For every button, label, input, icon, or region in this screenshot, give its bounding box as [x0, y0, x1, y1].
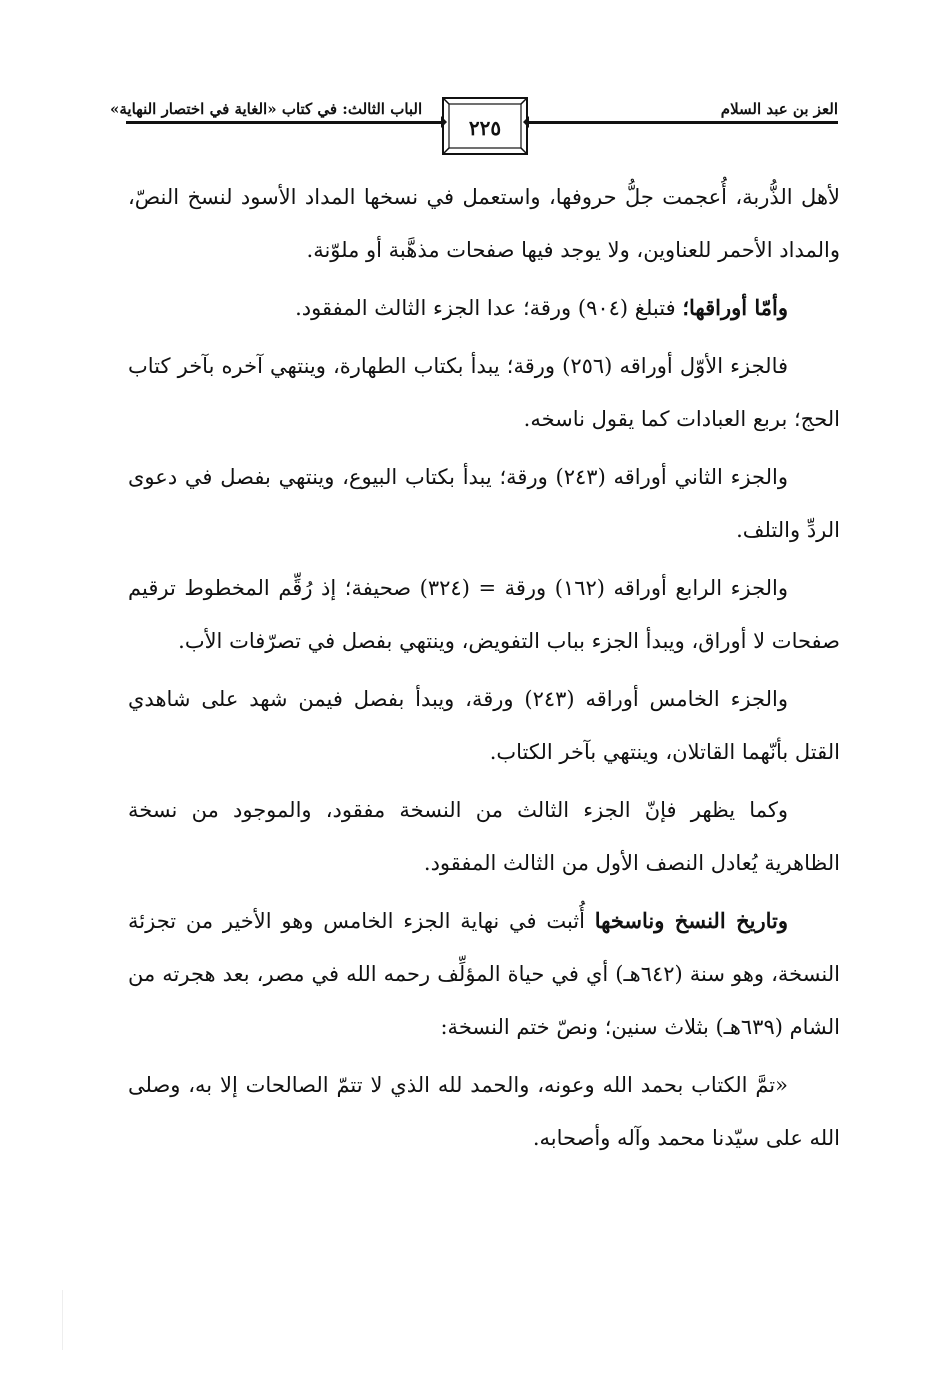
paragraph-text: والجزء الخامس أوراقه (٢٤٣) ورقة، ويبدأ بفصل فيمن شهد على شاهدي القتل بأنّهما القاتلان، وينتهي بآخر الكتاب.: [128, 687, 840, 764]
paragraph-6: [128, 672, 840, 779]
paragraph-5: [128, 561, 840, 668]
page-body: [128, 170, 840, 1169]
paragraph-3: [128, 339, 840, 446]
paragraph-9: [128, 1058, 840, 1165]
scan-margin-mark: [62, 1290, 63, 1350]
header-chapter-title: الباب الثالث: في كتاب «الغاية في اختصار النهاية»: [110, 100, 423, 118]
paragraph-2: [128, 281, 840, 335]
paragraph-7: [128, 783, 840, 890]
paragraph-lead: وتاريخ النسخ وناسخها: [594, 908, 788, 933]
paragraph-text: أُثبت في نهاية الجزء الخامس وهو الأخير من تجزئة النسخة، وهو سنة (٦٤٢هـ) أي في حياة المؤلِّف رحمه الله في مصر، بعد هجرته من الشام (٦٣٩هـ) بثلاث سنين؛ ونصّ ختم النسخة:: [128, 909, 841, 1039]
paragraph-text: «تمَّ الكتاب بحمد الله وعونه، والحمد لله الذي لا تتمّ الصالحات إلا به، وصلى الله على سيّدنا محمد وآله وأصحابه.: [128, 1073, 840, 1150]
running-header: [0, 0, 946, 160]
page-number-frame: [441, 96, 529, 156]
paragraph-text: والجزء الرابع أوراقه (١٦٢) ورقة = (٣٢٤) صحيفة؛ إذ رُقِّم المخطوط ترقيم صفحات لا أوراق، ويبدأ الجزء بباب التفويض، وينتهي بفصل في تصرّفات الأب.: [128, 576, 840, 653]
paragraph-text: فالجزء الأوّل أوراقه (٢٥٦) ورقة؛ يبدأ بكتاب الطهارة، وينتهي آخره بآخر كتاب الحج؛ بربع العبادات كما يقول ناسخه.: [128, 354, 840, 431]
paragraph-lead: وأمّا أوراقها؛: [682, 295, 788, 320]
paragraph-text: وكما يظهر فإنّ الجزء الثالث من النسخة مفقود، والموجود من نسخة الظاهرية يُعادل النصف الأول من الثالث المفقود.: [128, 798, 840, 875]
paragraph-4: [128, 450, 840, 557]
paragraph-text: لأهل الذُّربة، أُعجمت جلُّ حروفها، واستعمل في نسخها المداد الأسود لنسخ النصّ، والمداد الأحمر للعناوين، ولا يوجد فيها صفحات مذهَّبة أو ملوّنة.: [128, 185, 840, 262]
page-number: ٢٢٥: [468, 116, 502, 140]
paragraph-8: [128, 894, 840, 1054]
header-author: العز بن عبد السلام: [720, 100, 838, 118]
paragraph-text: والجزء الثاني أوراقه (٢٤٣) ورقة؛ يبدأ بكتاب البيوع، وينتهي بفصل في دعوى الردِّ والتلف.: [128, 465, 840, 542]
paragraph-text: فتبلغ (٩٠٤) ورقة؛ عدا الجزء الثالث المفقود.: [295, 296, 683, 320]
paragraph-1: [128, 170, 840, 277]
